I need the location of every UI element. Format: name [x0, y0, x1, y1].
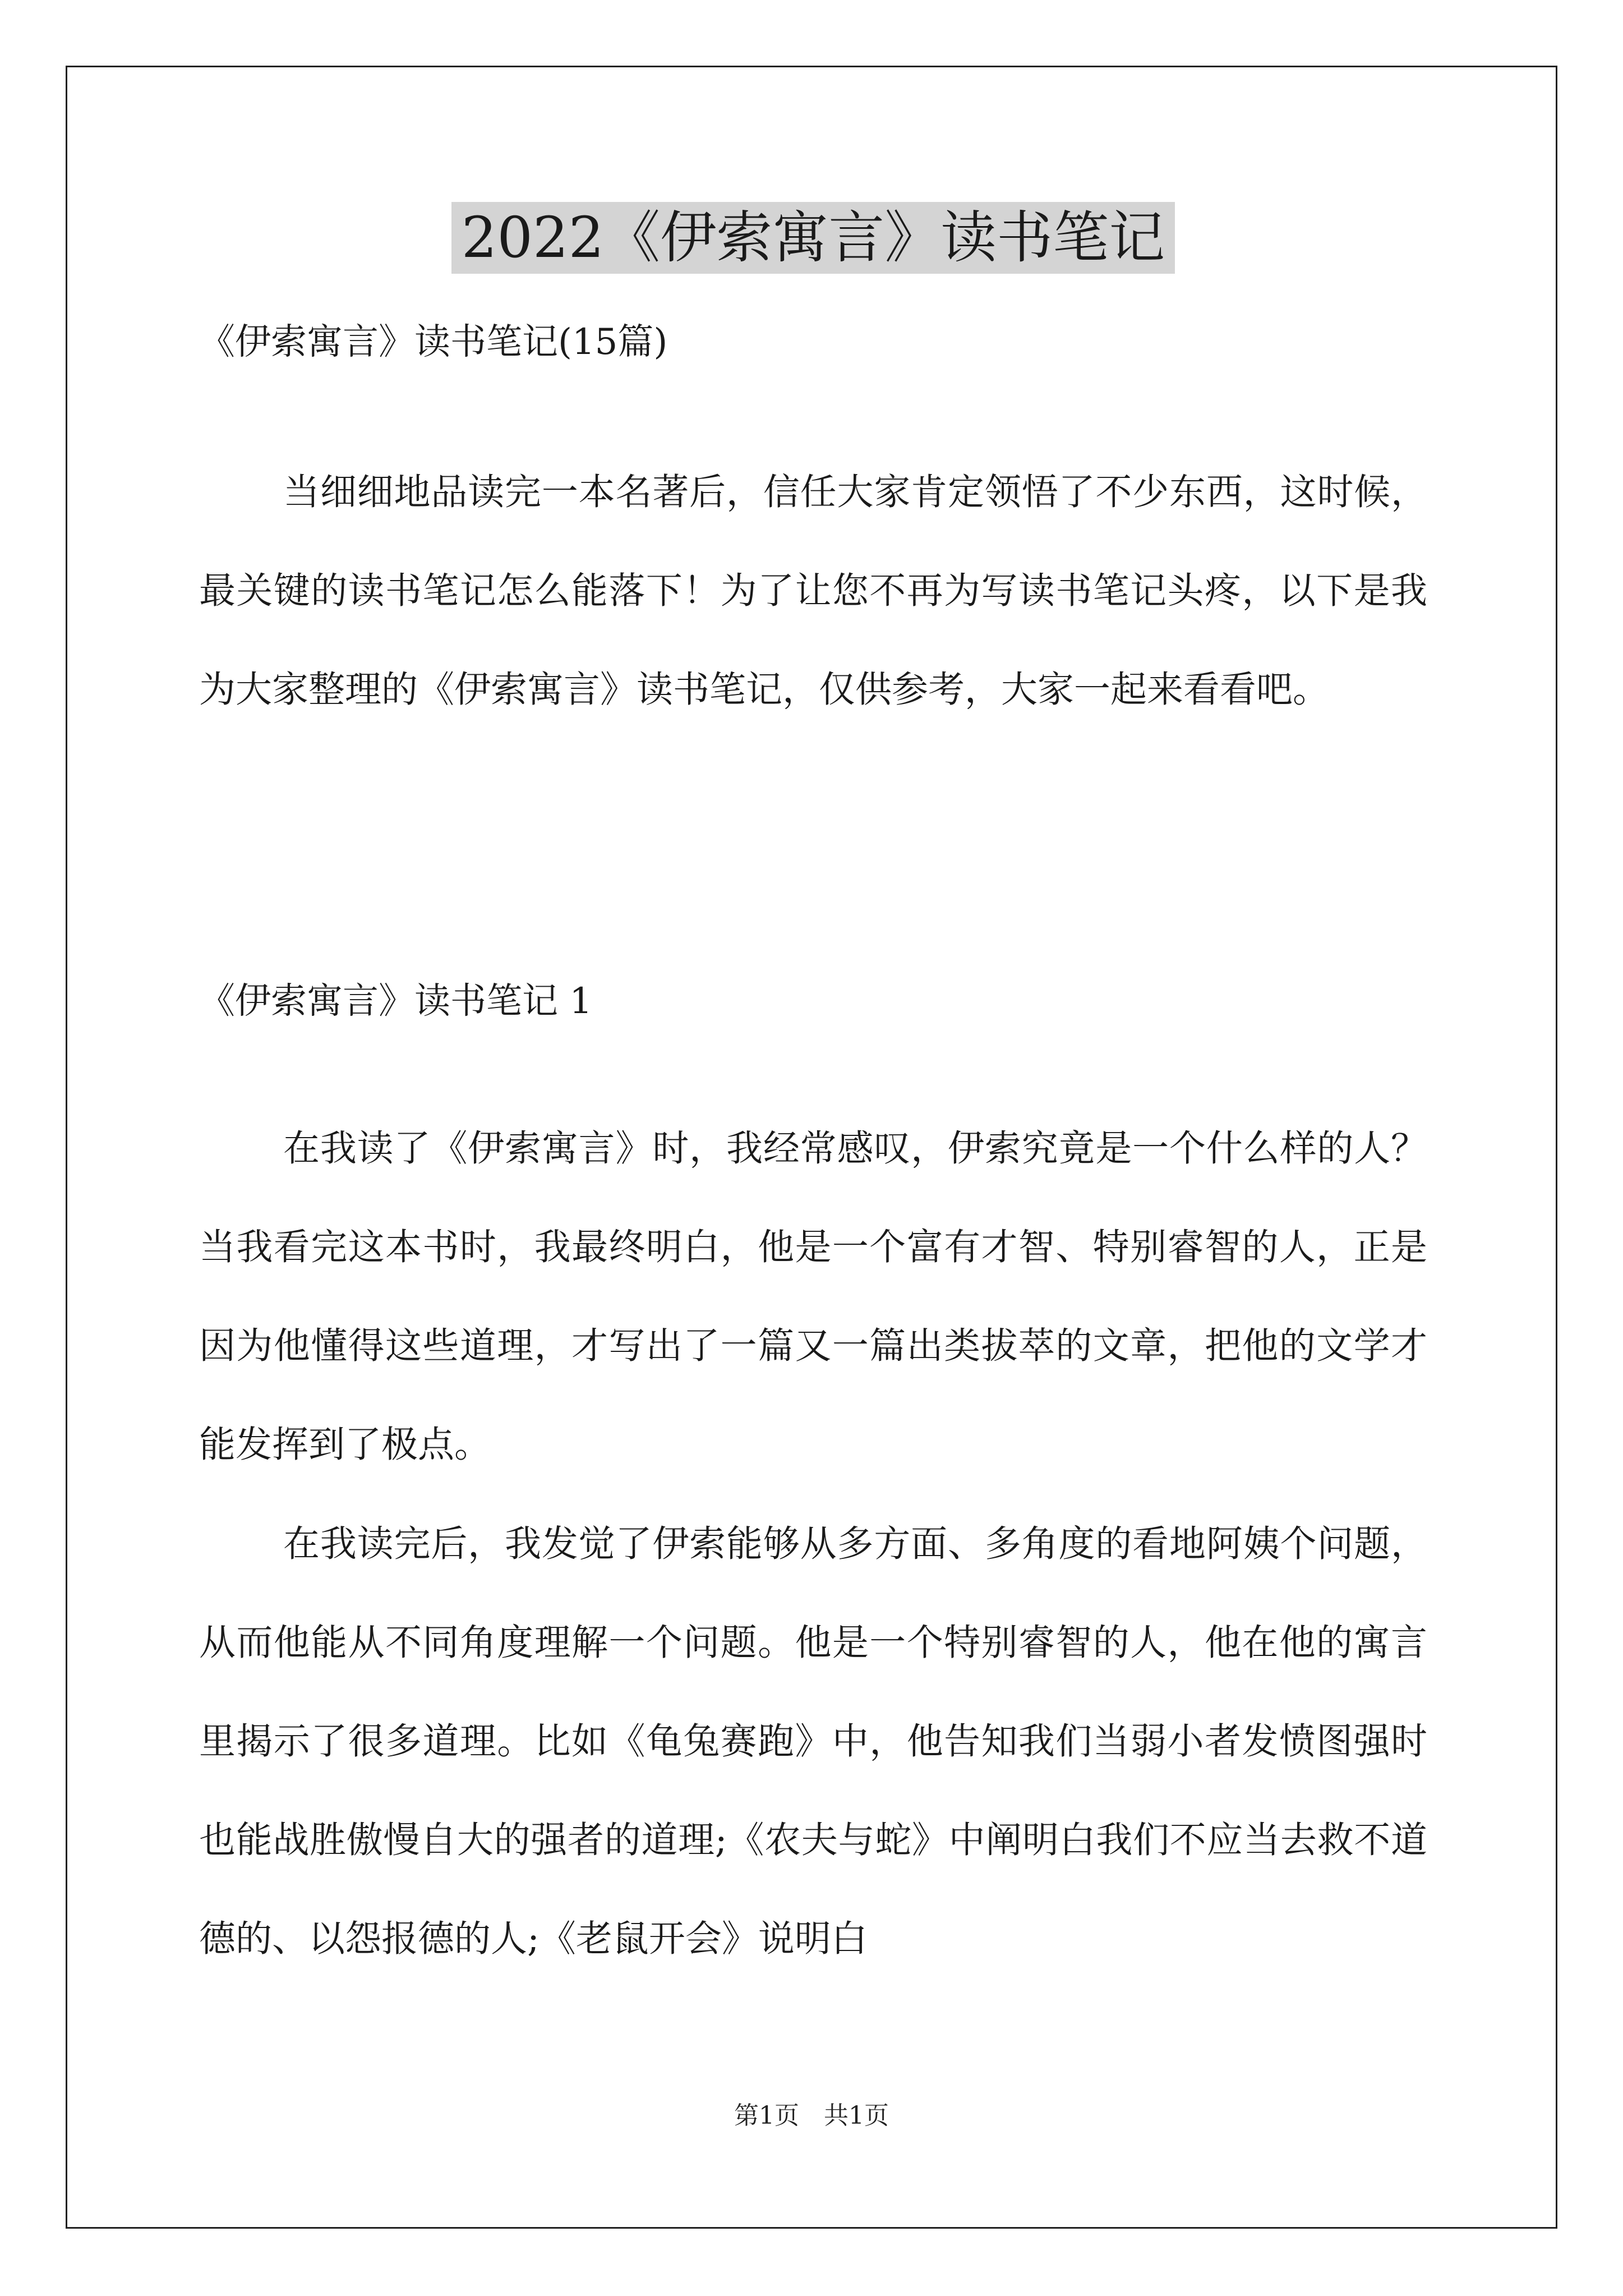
page-footer: 第1页 共1页 — [734, 2101, 889, 2130]
document-title: 2022《伊索寓言》读书笔记 — [451, 202, 1175, 274]
document-body — [199, 202, 1427, 1960]
intro-paragraph: 当细细地品读完一本名著后，信任大家肯定领悟了不少东西，这时候，最关键的读书笔记怎么能落下！为了让您不再为写读书笔记头疼，以下是我为大家整理的《伊索寓言》读书笔记，仅供参考，大家一起来看看吧。 — [199, 471, 1427, 711]
document-subtitle: 《伊索寓言》读书笔记(15篇) — [199, 321, 668, 363]
body-paragraph-1: 在我读了《伊索寓言》时，我经常感叹，伊索究竟是一个什么样的人？当我看完这本书时，我最终明白，他是一个富有才智、特别睿智的人，正是因为他懂得这些道理，才写出了一篇又一篇出类拔萃的文章，把他的文学才能发挥到了极点。 — [199, 1128, 1427, 1466]
section-heading: 《伊索寓言》读书笔记 1 — [199, 981, 593, 1022]
body-paragraph-2: 在我读完后，我发觉了伊索能够从多方面、多角度的看地阿姨个问题，从而他能从不同角度理解一个问题。他是一个特别睿智的人，他在他的寓言里揭示了很多道理。比如《龟兔赛跑》中，他告知我们当弱小者发愤图强时也能战胜傲慢自大的强者的道理;《农夫与蛇》中阐明白我们不应当去救不道德的、以怨报德的人;《老鼠开会》说明白 — [199, 1523, 1427, 1960]
